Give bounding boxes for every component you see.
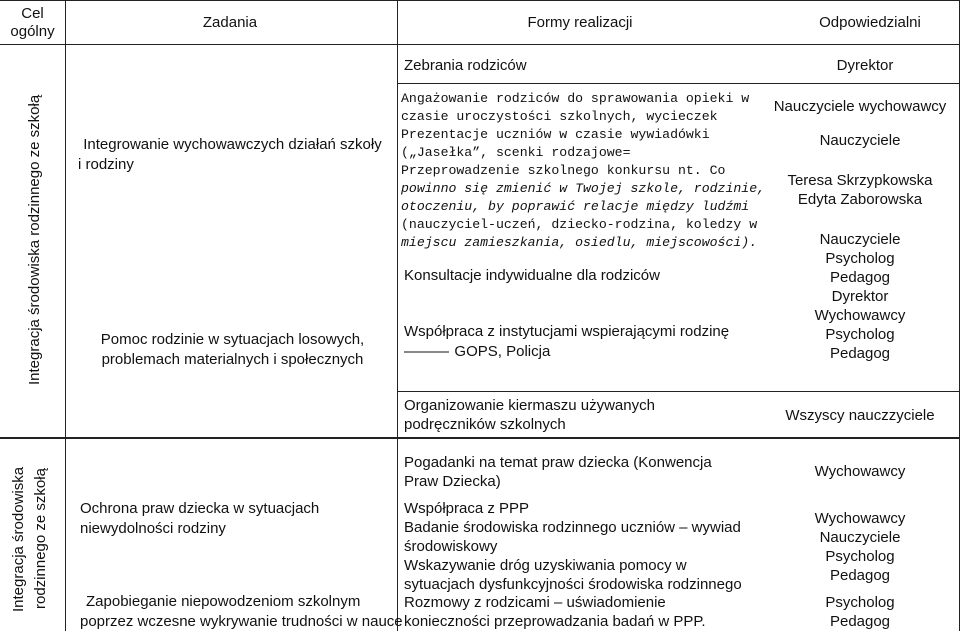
- s1-resp-kiermasz: Wszyscy nauczzyciele: [785, 407, 935, 424]
- s1-wspolpraca-line2: ——— GOPS, Policja: [404, 343, 551, 360]
- s1-task2-line2: problemach materialnych i społecznych: [101, 351, 364, 368]
- s1-task1-line1: Integrowanie wychowawczych działań szkoły: [83, 136, 382, 153]
- s1-resp-line: Edyta Zaborowska: [797, 191, 923, 208]
- s2-form-line: Współpraca z PPP: [404, 500, 530, 517]
- s1-resp-line: Nauczyciele: [819, 231, 901, 248]
- s2-rozmowy-line1: Rozmowy z rodzicami – uświadomienie: [404, 594, 666, 611]
- s2-resp-line: Psycholog: [825, 594, 895, 611]
- section2-label: [8, 450, 52, 628]
- s1-forms-main: [401, 90, 765, 252]
- s1-wspolpraca-line1: Współpraca z instytucjami wspierającymi rodzinę: [404, 323, 730, 340]
- s2-resp-line: Pedagog: [829, 567, 891, 584]
- s2-forms-block: [404, 499, 742, 594]
- s1-kiermasz-line1: Organizowanie kiermaszu używanych: [404, 397, 655, 414]
- s1-resp-line: Nauczyciele wychowawcy: [773, 98, 947, 115]
- table-border-top: [0, 0, 960, 1]
- s2-task-ochrona: [80, 499, 319, 539]
- s1-form-wspolpraca: [404, 322, 729, 362]
- s2-resp-line: Pedagog: [829, 613, 891, 630]
- s1-resp-line: Pedagog: [829, 269, 891, 286]
- s2-pogadanki-line2: Praw Dziecka): [404, 473, 501, 490]
- s2-form-line: Wskazywanie dróg uzyskiwania pomocy w: [404, 557, 687, 574]
- s1-form-line: powinno się zmienić w Twojej szkole, rodzinie,: [401, 181, 766, 196]
- header-bottom-rule: [0, 44, 960, 45]
- section2-label-line1: Integracja środowiska: [10, 466, 27, 612]
- s1-task-pomoc: [75, 330, 390, 370]
- s1-wspolpraca-line2-text: GOPS, Policja: [454, 343, 551, 360]
- s1-form-line: (nauczyciel-uczeń, dziecko-rodzina, koledzy w: [401, 217, 758, 232]
- s1-resp-main: [760, 97, 960, 363]
- header-col-goal: [0, 5, 65, 41]
- s2-resp-line: Psycholog: [825, 548, 895, 565]
- s2-task-zapobieganie: [80, 592, 403, 631]
- s2-pogadanki-line1: Pogadanki na temat praw dziecka (Konwencja: [404, 454, 712, 471]
- s1-resp-line: Pedagog: [829, 345, 891, 362]
- s1-task2-line1: Pomoc rodzinie w sytuacjach losowych,: [100, 331, 365, 348]
- header-col-responsible: Odpowiedzialni: [819, 14, 921, 31]
- section2-label-line2: rodzinnego ze szkołą: [32, 468, 49, 610]
- s1-resp-dyrektor: Dyrektor: [836, 57, 894, 74]
- s1-form-line: miejscu zamieszkania, osiedlu, miejscowości).: [401, 235, 758, 250]
- section1-label: Integracja środowiska rodzinnego ze szkołą: [26, 94, 43, 386]
- s1-task-integrowanie: [75, 135, 390, 175]
- s2-task2-line2: poprzez wczesne wykrywanie trudności w nauce: [80, 613, 403, 630]
- s1-form-line: czasie uroczystości szkolnych, wycieczek: [401, 109, 718, 124]
- s1-resp-line: Dyrektor: [831, 288, 889, 305]
- s2-resp-line: Nauczyciele: [819, 529, 901, 546]
- kiermasz-top-rule: [397, 391, 960, 392]
- header-col-forms: Formy realizacji: [527, 14, 633, 31]
- s1-resp-line: Teresa Skrzypkowska: [787, 172, 933, 189]
- s1-resp-line: Wychowawcy: [814, 307, 906, 324]
- s1-form-line: Angażowanie rodziców do sprawowania opieki w: [401, 91, 750, 106]
- s1-form-zebrania: Zebrania rodziców: [404, 57, 527, 74]
- s2-task1-line1: Ochrona praw dziecka w sytuacjach: [80, 500, 320, 517]
- vert-rule-1: [65, 0, 66, 631]
- s1-form-line: Prezentacje uczniów w czasie wywiadówki: [401, 127, 710, 142]
- header-goal-line1: Cel: [21, 5, 44, 22]
- s1-kiermasz-line2: podręczników szkolnych: [404, 416, 566, 433]
- s2-form-rozmowy: [404, 593, 706, 631]
- s2-task1-line2: niewydolności rodziny: [80, 520, 226, 537]
- s1-resp-line: Psycholog: [825, 326, 895, 343]
- s2-resp-line: Wychowawcy: [814, 510, 906, 527]
- s1-resp-line: Nauczyciele: [819, 132, 901, 149]
- s1-form-line: („Jasełka”, scenki rodzajowe=: [401, 145, 631, 160]
- s1-form-line: otoczeniu, by poprawić relacje między ludźmi: [401, 199, 750, 214]
- s2-task2-line1: Zapobieganie niepowodzeniom szkolnym: [86, 593, 361, 610]
- s2-form-line: środowiskowy: [404, 538, 498, 555]
- s1-task1-line2: i rodziny: [78, 156, 134, 173]
- s1-form-kiermasz: [404, 396, 655, 434]
- s2-resp-last: [760, 593, 960, 631]
- s2-resp-block: [760, 509, 960, 585]
- zebrania-bottom-rule: [397, 83, 960, 84]
- vert-rule-2: [397, 0, 398, 631]
- header-goal-line2: ogólny: [10, 23, 55, 40]
- s1-resp-line: Psycholog: [825, 250, 895, 267]
- s1-form-konsultacje: Konsultacje indywidualne dla rodziców: [404, 267, 660, 284]
- s2-form-pogadanki: [404, 453, 712, 491]
- s2-form-line: Badanie środowiska rodzinnego uczniów – wywiad: [404, 519, 741, 536]
- section-divider: [0, 437, 960, 439]
- s2-form-line: sytuacjach dysfunkcyjności środowiska rodzinnego: [404, 576, 742, 593]
- s1-form-line: Przeprowadzenie szkolnego konkursu nt. Co: [401, 163, 726, 178]
- s2-rozmowy-line2: konieczności przeprowadzania badań w PPP.: [404, 613, 706, 630]
- s2-resp-pogadanki: Wychowawcy: [814, 463, 906, 480]
- header-col-tasks: Zadania: [202, 14, 258, 31]
